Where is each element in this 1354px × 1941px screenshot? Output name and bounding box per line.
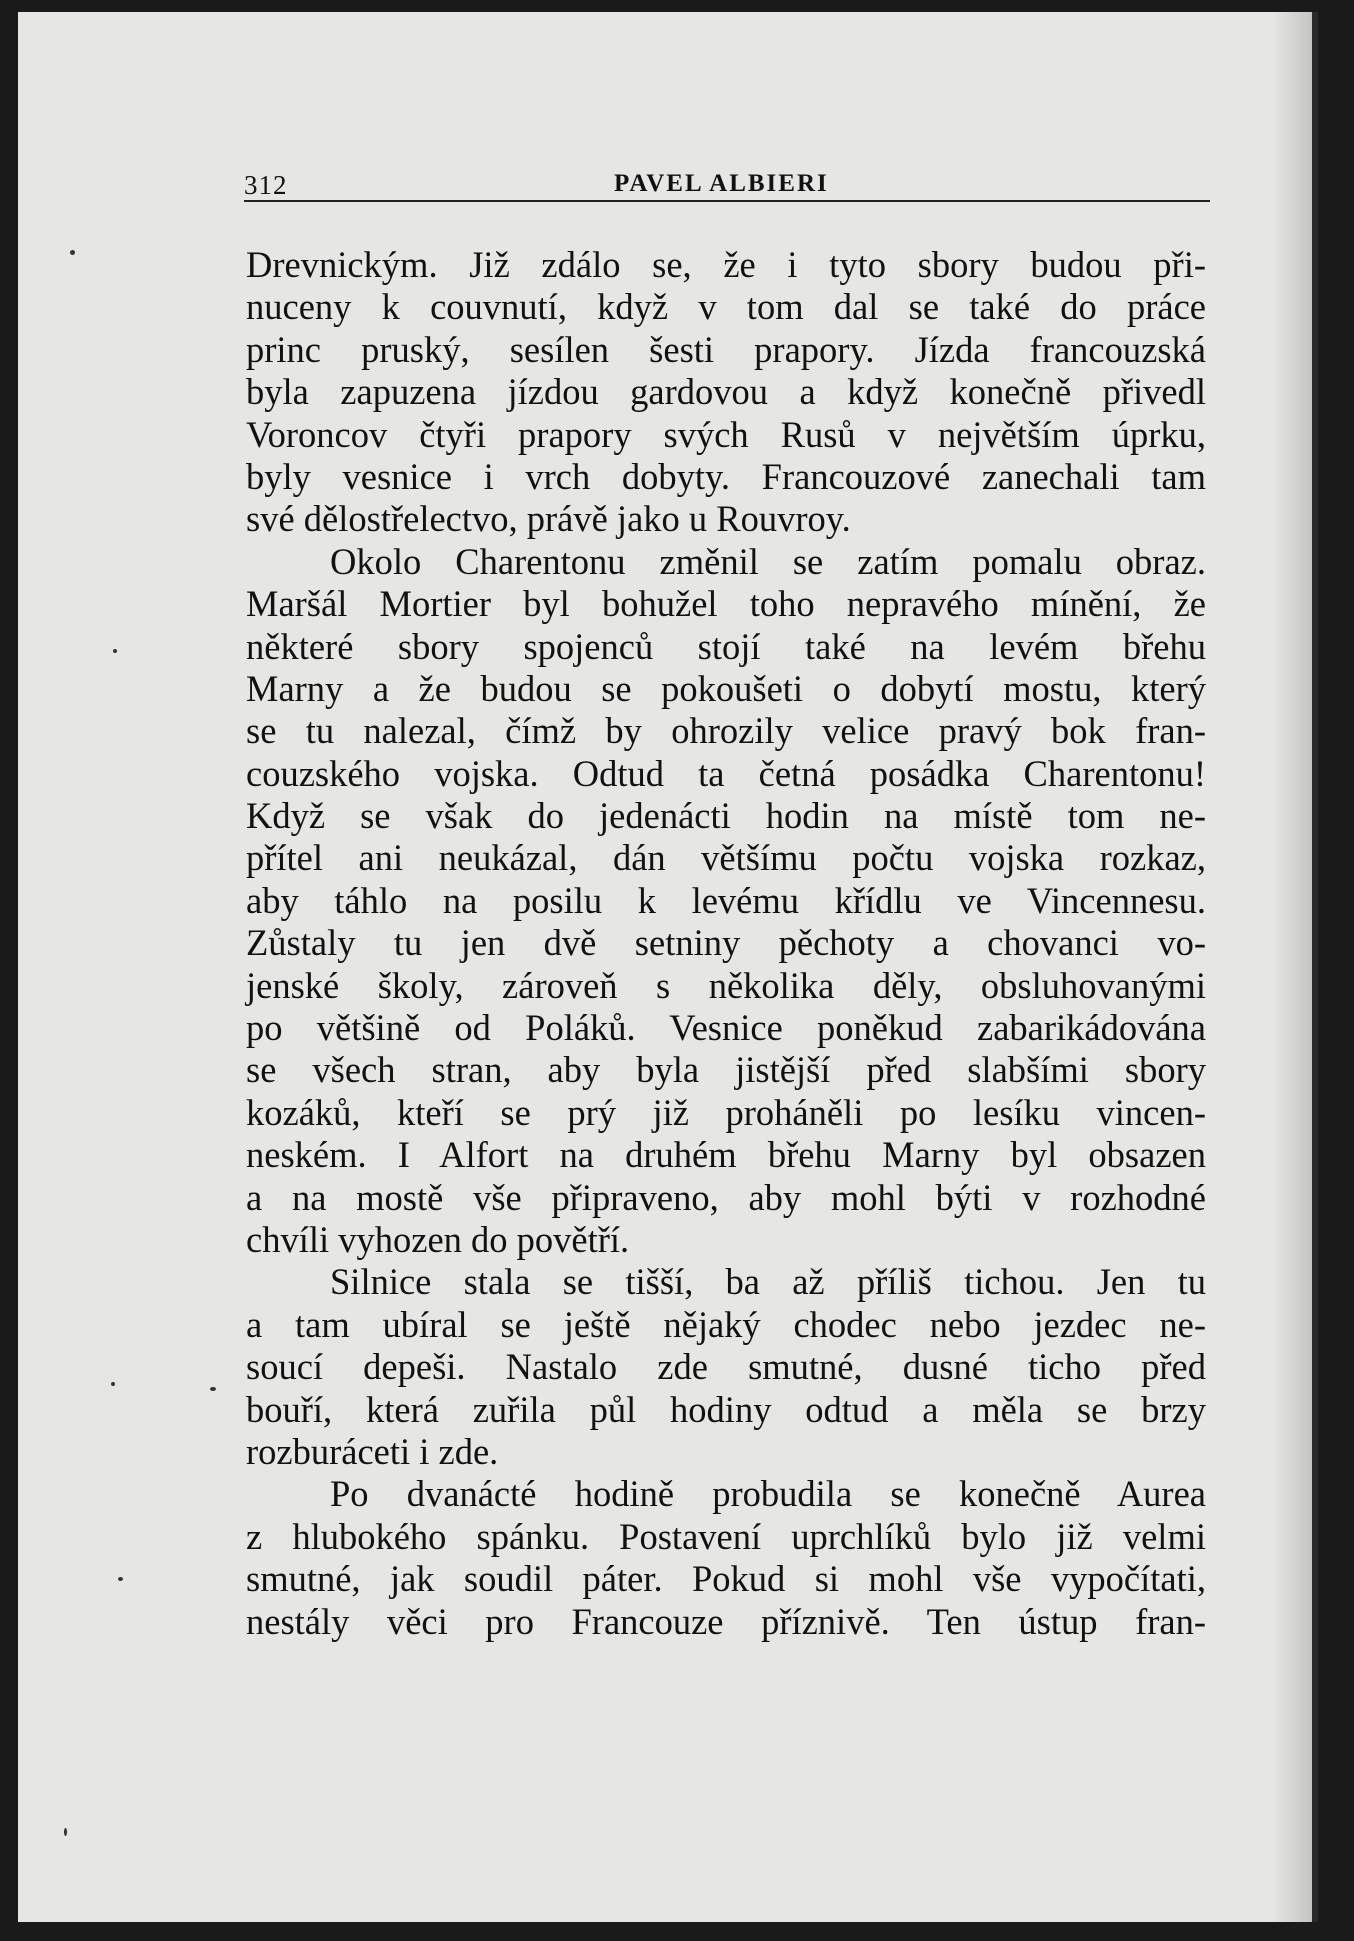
text-line: své dělostřelectvo, právě jako u Rouvroy. xyxy=(246,498,851,540)
text-line: přítel ani neukázal, dán většímu počtu vojska rozkaz, xyxy=(246,837,1206,879)
text-line: Okolo Charentonu změnil se zatím pomalu obraz. xyxy=(330,540,1206,582)
text-line: nestály věci pro Francouze příznivě. Ten ústup fran- xyxy=(246,1600,1206,1642)
text-line: bouří, která zuřila půl hodiny odtud a měla se brzy xyxy=(246,1388,1206,1430)
text-line: Zůstaly tu jen dvě setniny pěchoty a chovanci vo- xyxy=(246,922,1206,964)
text-line: některé sbory spojenců stojí také na levém břehu xyxy=(246,625,1206,667)
text-line: aby táhlo na posilu k levému křídlu ve Vincennesu. xyxy=(246,879,1206,921)
text-line: se všech stran, aby byla jistější před slabšími sbory xyxy=(246,1049,1206,1091)
page-edge-shadow xyxy=(1272,12,1312,1922)
page-number: 312 xyxy=(244,170,288,200)
text-line: po většině od Poláků. Vesnice poněkud zabarikádována xyxy=(246,1007,1206,1049)
text-line: rozburáceti i zde. xyxy=(246,1430,499,1472)
text-line: Silnice stala se tišší, ba až příliš tichou. Jen tu xyxy=(330,1261,1206,1303)
text-line: couzského vojska. Odtud ta četná posádka Charentonu! xyxy=(246,752,1206,794)
scan-speck xyxy=(210,1387,216,1391)
text-line: kozáků, kteří se prý již proháněli po lesíku vincen- xyxy=(246,1091,1206,1133)
text-line: a na mostě vše připraveno, aby mohl býti v rozhodné xyxy=(246,1176,1206,1218)
text-line: chvíli vyhozen do povětří. xyxy=(246,1218,630,1260)
text-line: princ pruský, sesílen šesti prapory. Jízda francouzská xyxy=(246,328,1206,370)
running-head xyxy=(244,160,1210,202)
text-line: jenské školy, zároveň s několika děly, obsluhovanými xyxy=(246,964,1206,1006)
running-title: PAVEL ALBIERI xyxy=(614,170,829,197)
text-line: smutné, jak soudil páter. Pokud si mohl vše vypočítati, xyxy=(246,1558,1206,1600)
text-line: Po dvanácté hodině probudila se konečně Aurea xyxy=(330,1473,1206,1515)
book-page xyxy=(18,12,1318,1922)
text-line: Maršál Mortier byl bohužel toho nepravého mínění, že xyxy=(246,583,1206,625)
scan-speck xyxy=(111,1382,115,1386)
text-line: se tu nalezal, čímž by ohrozily velice pravý bok fran- xyxy=(246,710,1206,752)
text-line: z hlubokého spánku. Postavení uprchlíků bylo již velmi xyxy=(246,1515,1206,1557)
scan-speck xyxy=(70,250,75,255)
body-text xyxy=(246,244,1206,1643)
text-line: Voroncov čtyři prapory svých Rusů v největším úprku, xyxy=(246,413,1206,455)
scan-speck xyxy=(113,649,117,653)
text-line: Když se však do jedenácti hodin na místě tom ne- xyxy=(246,795,1206,837)
scan-speck xyxy=(64,1828,67,1836)
text-line: neském. I Alfort na druhém břehu Marny byl obsazen xyxy=(246,1134,1206,1176)
text-line: byla zapuzena jízdou gardovou a když konečně přivedl xyxy=(246,371,1206,413)
text-line: soucí depeši. Nastalo zde smutné, dusné ticho před xyxy=(246,1346,1206,1388)
text-line: a tam ubíral se ještě nějaký chodec nebo jezdec ne- xyxy=(246,1303,1206,1345)
text-line: Drevnickým. Již zdálo se, že i tyto sbory budou při- xyxy=(246,244,1206,285)
scan-speck xyxy=(118,1577,123,1581)
text-line: Marny a že budou se pokoušeti o dobytí mostu, který xyxy=(246,667,1206,709)
text-line: nuceny k couvnutí, když v tom dal se také do práce xyxy=(246,286,1206,328)
text-line: byly vesnice i vrch dobyty. Francouzové zanechali tam xyxy=(246,455,1206,497)
